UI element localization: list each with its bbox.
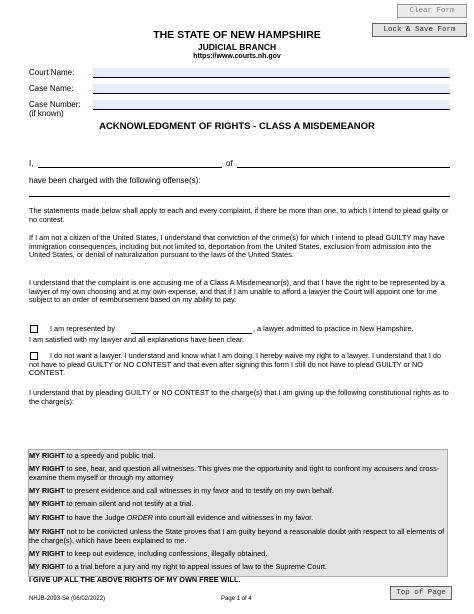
of-label: of bbox=[226, 159, 233, 168]
state-heading: THE STATE OF NEW HAMPSHIRE bbox=[153, 29, 321, 41]
right-present-evidence: MY RIGHT to present evidence and call witnesses in my favor and to testify on my own behalf. bbox=[29, 486, 334, 495]
statements-paragraph: The statements made below shall apply to each and every complaint, if there be more than one, to which I intend to plead guilty or no contest. bbox=[29, 206, 449, 224]
right-speedy-trial: MY RIGHT to a speedy and public trial. bbox=[29, 451, 156, 460]
case-name-field[interactable] bbox=[93, 84, 450, 94]
page-number: Page 1 of 4 bbox=[221, 596, 252, 602]
right-reasonable-doubt: MY RIGHT not to be convicted unless the State proves that I am guilty beyond a reasonable doubt with respect to all elements of the charge(s), which have been explained to me. bbox=[29, 527, 445, 545]
right-exclude-evidence: MY RIGHT to keep out evidence, including confessions, illegally obtained. bbox=[29, 549, 268, 558]
represented-checkbox[interactable] bbox=[30, 325, 38, 333]
no-lawyer-text: I do not want a lawyer. I understand and know what I am doing. I hereby waive my right to a lawyer. I understand that I do not have to plead GUILTY or NO CONTEST and that even after signing this form I still do not have to plead GUILTY or NO CONTEST. bbox=[29, 351, 442, 378]
if-known-label: (if known) bbox=[29, 109, 64, 118]
i-label: I, bbox=[29, 159, 34, 168]
court-url: https://www.courts.nh.gov bbox=[193, 53, 281, 60]
case-number-label: Case Number: bbox=[29, 100, 81, 109]
class-a-paragraph: I understand that the complaint is one accusing me of a Class A Misdemeanor(s), and that I have the right to be represented by a lawyer of my own choosing and at my own expense, and that if I am unable to afford a lawyer the Court will appoint one for me subject to an order of reimbursement based on my ability to pay. bbox=[29, 278, 445, 305]
case-number-field[interactable] bbox=[93, 100, 450, 110]
right-remain-silent: MY RIGHT to remain silent and not testify at a trial. bbox=[29, 499, 194, 508]
defendant-address-line[interactable] bbox=[237, 167, 450, 168]
lock-save-form-button[interactable]: Lock & Save Form bbox=[372, 23, 467, 37]
document-title: ACKNOWLEDGMENT OF RIGHTS - CLASS A MISDEMEANOR bbox=[99, 121, 375, 132]
pleading-paragraph: I understand that by pleading GUILTY or NO CONTEST to the charge(s) that I am giving up the following constitutional rights as to the charge(s): bbox=[29, 388, 449, 406]
right-judge-order: MY RIGHT to have the Judge ORDER into court all evidence and witnesses in my favor. bbox=[29, 513, 314, 522]
court-name-label: Court Name: bbox=[29, 68, 75, 77]
clear-form-button[interactable]: Clear Form bbox=[397, 4, 467, 18]
court-name-field[interactable] bbox=[93, 68, 450, 78]
immigration-paragraph: If I am not a citizen of the United States, I understand that conviction of the crime(s) for which I intend to plead GUILTY may have immigration consequences, including but not limited to, deportation from the United States, exclusion from admission into the United States, or denial of naturalization pursuant to the laws of the United States. bbox=[29, 233, 445, 260]
branch-heading: JUDICIAL BRANCH bbox=[197, 42, 277, 52]
satisfied-text: I am satisfied with my lawyer and all explanations have been clear. bbox=[29, 335, 244, 344]
lawyer-name-line[interactable] bbox=[131, 333, 252, 334]
top-of-page-button[interactable]: Top of Page bbox=[390, 586, 452, 600]
charged-text: have been charged with the following offense(s): bbox=[29, 176, 201, 185]
defendant-name-line[interactable] bbox=[38, 167, 222, 168]
represented-text-cont: , a lawyer admitted to practice in New Hampshire. bbox=[253, 324, 414, 333]
offense-line[interactable] bbox=[29, 196, 450, 197]
right-jury-trial: MY RIGHT to a trial before a jury and my right to appeal issues of law to the Supreme Court. bbox=[29, 562, 327, 571]
case-name-label: Case Name: bbox=[29, 84, 74, 93]
form-id: NHJB-2093-Se (06/02/2022) bbox=[29, 596, 106, 602]
give-up-rights-statement: I GIVE UP ALL THE ABOVE RIGHTS OF MY OWN FREE WILL. bbox=[29, 575, 241, 584]
right-confront-witnesses: MY RIGHT to see, hear, and question all witnesses. This gives me the opportunity and right to confront my accusers and cross-examine them myself or through my attorney bbox=[29, 464, 440, 482]
represented-text: I am represented by bbox=[50, 324, 115, 333]
